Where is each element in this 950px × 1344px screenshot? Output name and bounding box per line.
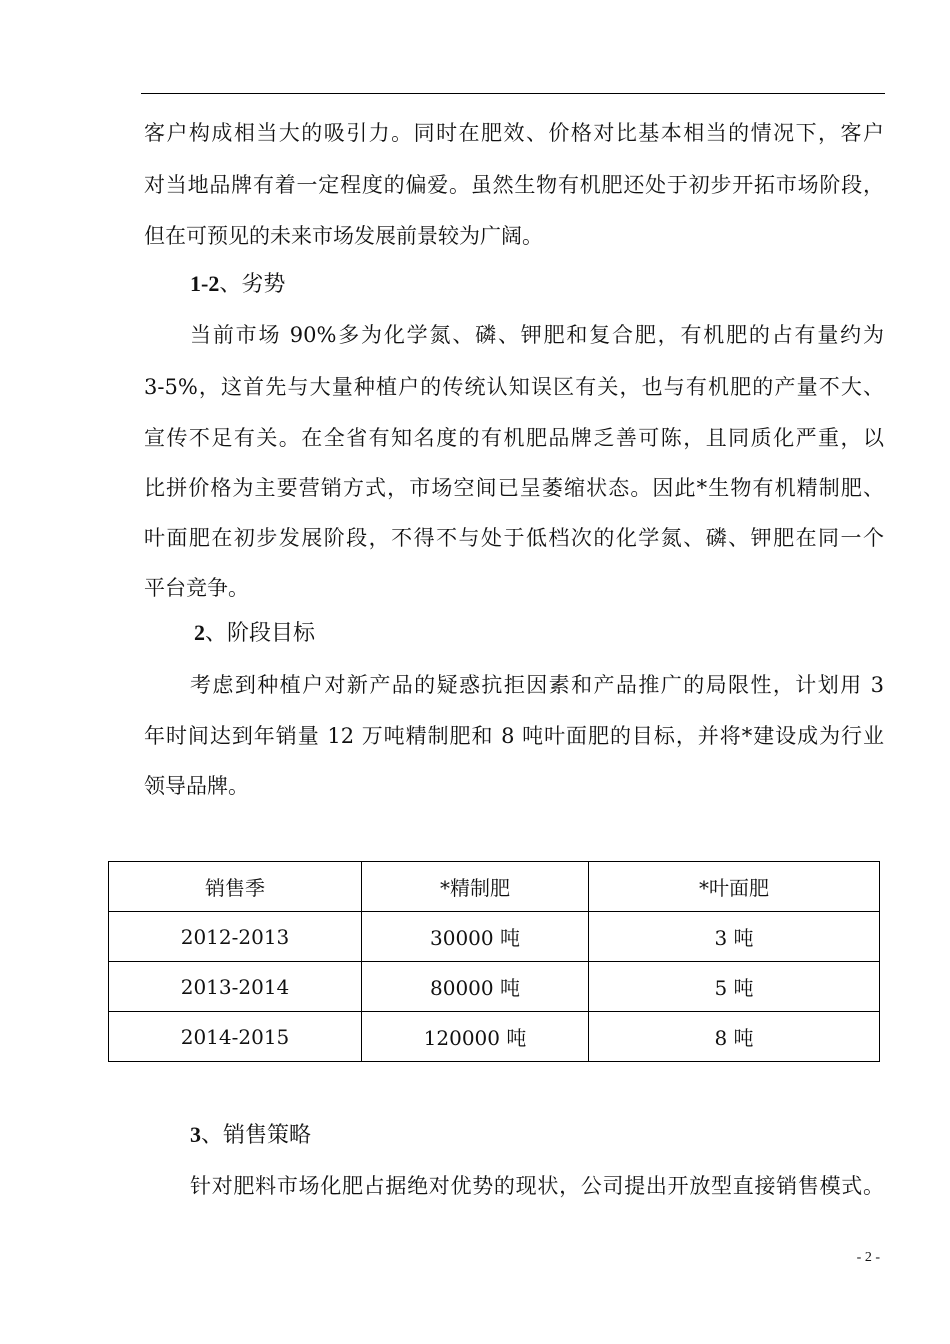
table-cell: 2013-2014 xyxy=(109,962,362,1012)
table-cell: 5 吨 xyxy=(589,962,880,1012)
table-row xyxy=(109,1012,880,1062)
intro-line-3: 但在可预见的未来市场发展前景较为广阔。 xyxy=(144,224,543,248)
section-3-title: 、销售策略 xyxy=(201,1123,312,1148)
table-cell: 80000 吨 xyxy=(362,962,589,1012)
goal-line-3: 领导品牌。 xyxy=(144,774,249,798)
header-rule xyxy=(141,93,885,94)
table-header-season: 销售季 xyxy=(109,862,362,912)
section-1-2-title: 、劣势 xyxy=(219,272,286,297)
sales-target-table xyxy=(108,861,880,1062)
table-row xyxy=(109,962,880,1012)
table-cell: 120000 吨 xyxy=(362,1012,589,1062)
section-3-number: 3 xyxy=(190,1122,201,1147)
goal-line-2: 年时间达到年销量 12 万吨精制肥和 8 吨叶面肥的目标，并将*建设成为行业 xyxy=(144,724,884,748)
weakness-line-2: 3-5%，这首先与大量种植户的传统认知误区有关，也与有机肥的产量不大、 xyxy=(144,375,884,399)
table-header-foliar: *叶面肥 xyxy=(589,862,880,912)
intro-line-2: 对当地品牌有着一定程度的偏爱。虽然生物有机肥还处于初步开拓市场阶段， xyxy=(144,173,884,197)
table-cell: 8 吨 xyxy=(589,1012,880,1062)
goal-line-1: 考虑到种植户对新产品的疑惑抗拒因素和产品推广的局限性，计划用 3 xyxy=(190,673,884,697)
page-number: - 2 - xyxy=(856,1250,880,1265)
weakness-line-5: 叶面肥在初步发展阶段，不得不与处于低档次的化学氮、磷、钾肥在同一个 xyxy=(144,526,884,550)
section-1-2-heading xyxy=(190,270,285,299)
weakness-line-1: 当前市场 90%多为化学氮、磷、钾肥和复合肥，有机肥的占有量约为 xyxy=(190,323,884,347)
table-cell: 3 吨 xyxy=(589,912,880,962)
table-cell: 2014-2015 xyxy=(109,1012,362,1062)
section-2-number: 2 xyxy=(194,620,205,645)
table-header-refined: *精制肥 xyxy=(362,862,589,912)
section-2-title: 、阶段目标 xyxy=(205,621,316,646)
section-1-2-number: 1-2 xyxy=(190,271,220,296)
section-3-heading xyxy=(190,1121,311,1150)
weakness-line-3: 宣传不足有关。在全省有知名度的有机肥品牌乏善可陈，且同质化严重，以 xyxy=(144,426,884,450)
table-cell: 30000 吨 xyxy=(362,912,589,962)
weakness-line-6: 平台竞争。 xyxy=(144,576,249,600)
table-cell: 2012-2013 xyxy=(109,912,362,962)
weakness-line-4: 比拼价格为主要营销方式，市场空间已呈萎缩状态。因此*生物有机精制肥、 xyxy=(144,476,884,500)
intro-line-1: 客户构成相当大的吸引力。同时在肥效、价格对比基本相当的情况下，客户 xyxy=(144,121,884,145)
strategy-line-1: 针对肥料市场化肥占据绝对优势的现状，公司提出开放型直接销售模式。 xyxy=(190,1174,884,1198)
table-row xyxy=(109,912,880,962)
table-header-row xyxy=(109,862,880,912)
section-2-heading xyxy=(194,619,315,648)
